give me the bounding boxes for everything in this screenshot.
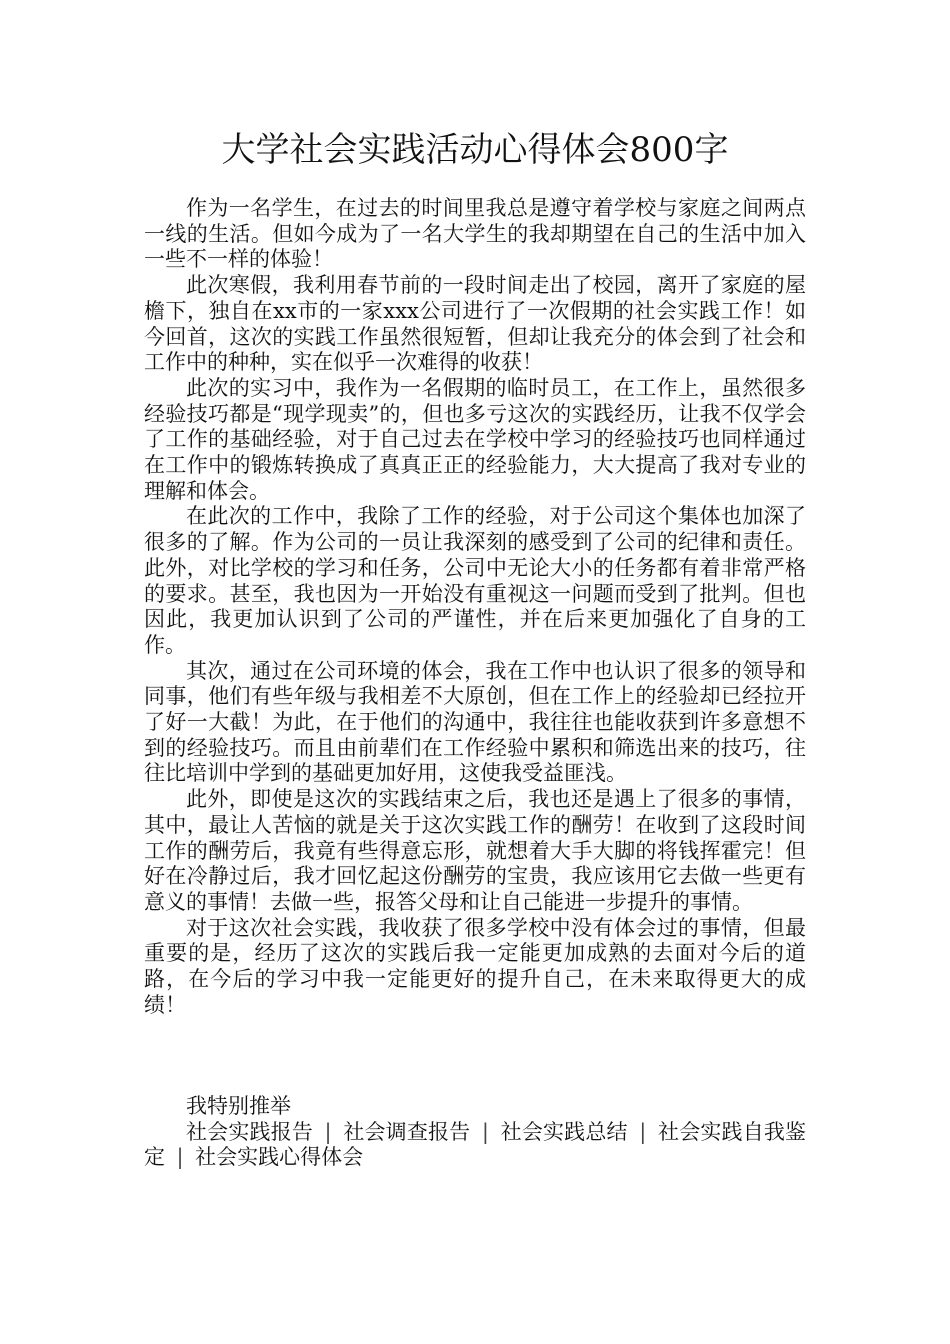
paragraph-3: 此次的实习中，我作为一名假期的临时员工，在工作上，虽然很多经验技巧都是“现学现卖”的，但也多亏这次的实践经历，让我不仅学会了工作的基础经验，对于自己过去在学校中学习的经验技巧也同样通过在工作中的锻炼转换成了真真正正的经验能力，大大提高了我对专业的理解和体会。: [144, 375, 806, 503]
link-social-survey-report[interactable]: 社会调查报告: [343, 1119, 471, 1144]
link-separator: |: [176, 1145, 184, 1170]
link-social-practice-self-assessment[interactable]: 社会实践自我鉴定: [144, 1119, 807, 1170]
link-social-practice-summary[interactable]: 社会实践总结: [500, 1119, 628, 1144]
recommendation-section: [144, 1094, 806, 1171]
recommendation-links: [144, 1120, 806, 1171]
paragraph-4: 在此次的工作中，我除了工作的经验，对于公司这个集体也加深了很多的了解。作为公司的一员让我深刻的感受到了公司的纪律和责任。此外，对比学校的学习和任务，公司中无论大小的任务都有着非常严格的要求。甚至，我也因为一开始没有重视这一问题而受到了批判。但也因此，我更加认识到了公司的严谨性，并在后来更加强化了自身的工作。: [144, 504, 806, 657]
paragraph-2: 此次寒假，我利用春节前的一段时间走出了校园，离开了家庭的屋檐下，独自在xx市的一家xxx公司进行了一次假期的社会实践工作！如今回首，这次的实践工作虽然很短暂，但却让我充分的体会到了社会和工作中的种种，实在似乎一次难得的收获！: [144, 273, 806, 375]
paragraph-6: 此外，即使是这次的实践结束之后，我也还是遇上了很多的事情，其中，最让人苦恼的就是关于这次实践工作的酬劳！在收到了这段时间工作的酬劳后，我竟有些得意忘形，就想着大手大脚的将钱挥霍完！但好在冷静过后，我才回忆起这份酬劳的宝贵，我应该用它去做一些更有意义的事情！去做一些，报答父母和让自己能进一步提升的事情。: [144, 787, 806, 914]
link-separator: |: [324, 1119, 332, 1144]
paragraph-5: 其次，通过在公司环境的体会，我在工作中也认识了很多的领导和同事，他们有些年级与我相差不大原创，但在工作上的经验却已经拉开了好一大截！为此，在于他们的沟通中，我往往也能收获到许多意想不到的经验技巧。而且由前辈们在工作经验中累积和筛选出来的技巧，往往比培训中学到的基础更加好用，这使我受益匪浅。: [144, 658, 806, 786]
recommendation-heading: 我特别推举: [186, 1094, 291, 1118]
link-social-practice-report[interactable]: 社会实践报告: [186, 1119, 313, 1144]
link-social-practice-reflection[interactable]: 社会实践心得体会: [195, 1145, 364, 1170]
link-separator: |: [639, 1119, 647, 1144]
article-body: [144, 196, 806, 1019]
paragraph-1: 作为一名学生，在过去的时间里我总是遵守着学校与家庭之间两点一线的生活。但如今成为了一名大学生的我却期望在自己的生活中加入一些不一样的体验！: [144, 196, 806, 272]
paragraph-7: 对于这次社会实践，我收获了很多学校中没有体会过的事情，但最重要的是，经历了这次的实践后我一定能更加成熟的去面对今后的道路，在今后的学习中我一定能更好的提升自己，在未来取得更大的成绩！: [144, 915, 806, 1017]
page-title: 大学社会实践活动心得体会800字: [221, 130, 729, 170]
link-separator: |: [481, 1119, 489, 1144]
